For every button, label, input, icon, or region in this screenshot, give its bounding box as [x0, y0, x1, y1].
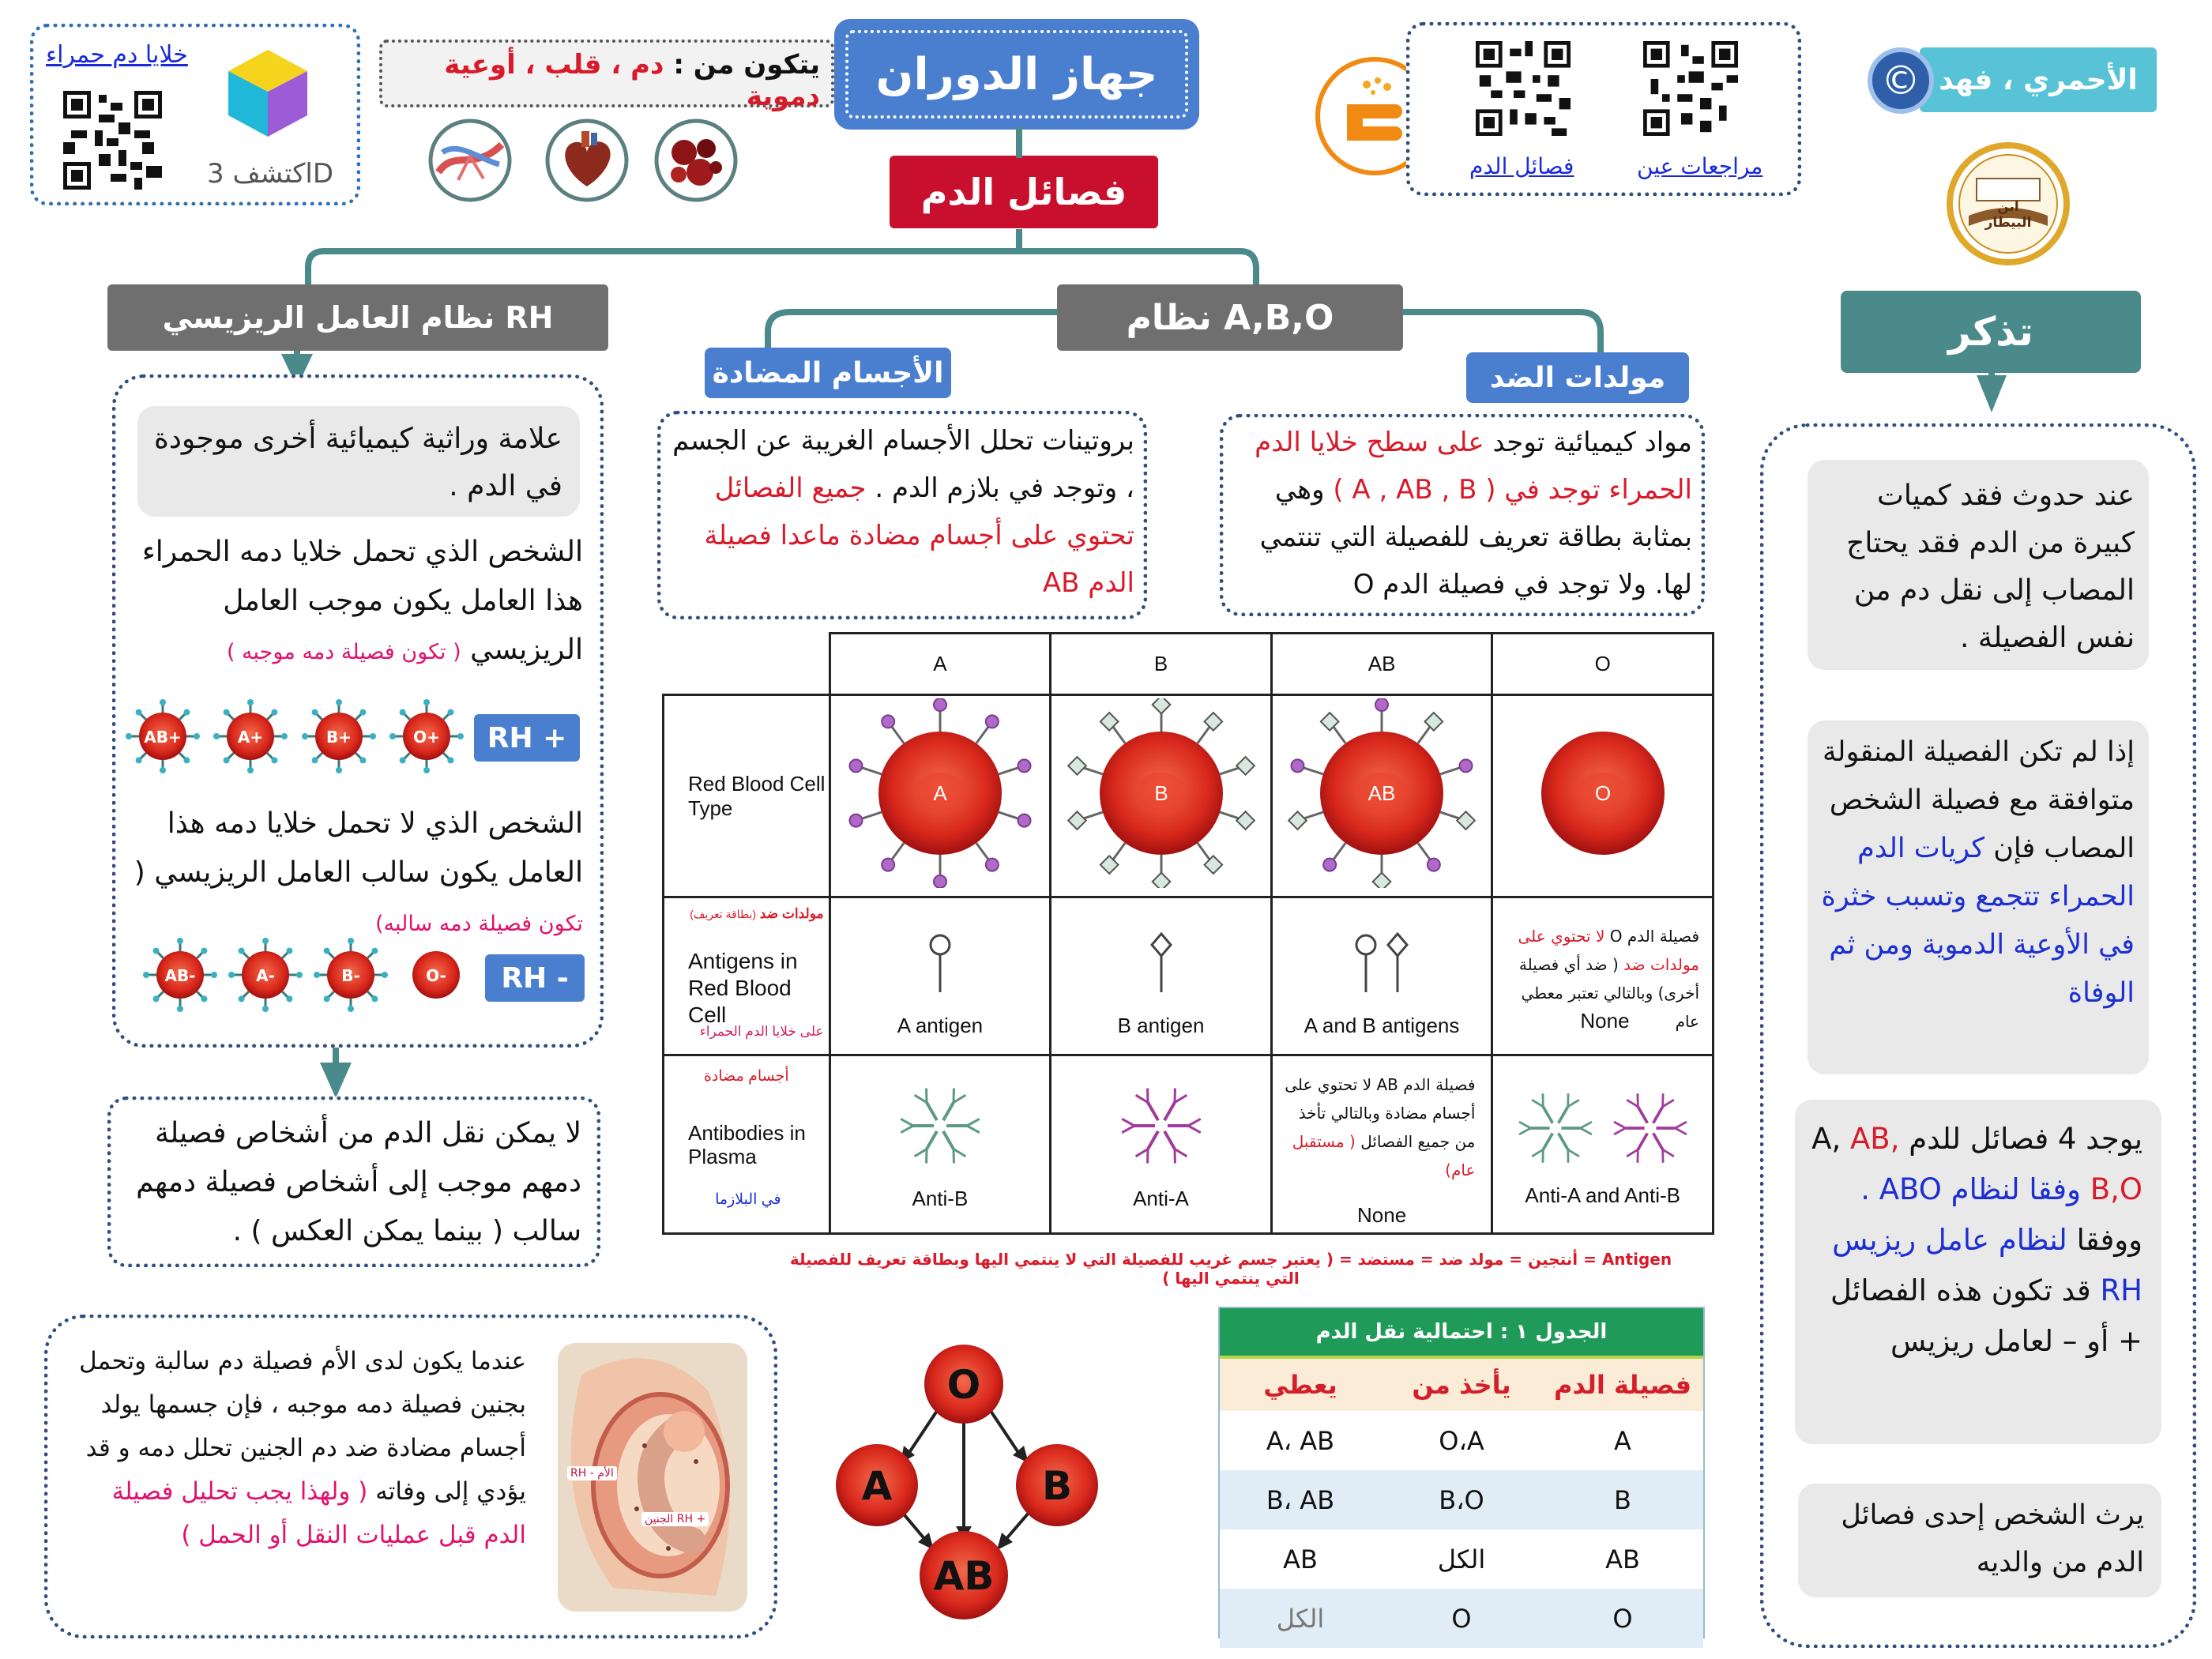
rh-cell-abneg — [142, 937, 218, 1013]
rh-system-header — [107, 284, 608, 351]
row3-ar-top: أجسام مضادة — [703, 1068, 789, 1085]
rh-positive-text — [123, 528, 583, 677]
rh-cell-oneg — [398, 937, 474, 1013]
svg-text:B: B — [1153, 781, 1168, 805]
rbc-b-icon — [1059, 698, 1264, 888]
cell: A، AB — [1266, 1425, 1335, 1456]
ab-antigen-icon — [1346, 931, 1417, 994]
remember-3-abo: وفقا لنظام ABO . — [1860, 1172, 2081, 1206]
svg-text:O: O — [946, 1362, 981, 1408]
remember-1-text: عند حدوث فقد كميات كبيرة من الدم فقد يحتاج المصاب إلى نقل دم من نفس الفصيلة . — [1846, 480, 2135, 654]
node-b — [1016, 1444, 1098, 1526]
abo-table — [662, 632, 1714, 1235]
table-header-o: O — [1492, 634, 1714, 695]
svg-text:B-: B- — [341, 966, 360, 985]
antigens-text-1: مواد كيميائية توجد — [1492, 427, 1692, 458]
cell: الكل — [1276, 1603, 1325, 1634]
rh-negative-text — [123, 799, 583, 949]
svg-text:O: O — [1594, 781, 1611, 805]
section-title-text: فصائل الدم — [920, 171, 1127, 213]
antibody-cell-o — [1492, 1055, 1714, 1234]
antigen-cell-o — [1492, 897, 1714, 1055]
remember-3-end: قد تكون هذه الفصائل + أو – لعامل ريزيس — [1830, 1273, 2142, 1358]
row2-ar-top-text: مولدات ضد — [759, 906, 824, 921]
transfusion-row-ab — [1220, 1529, 1703, 1589]
rbc-link[interactable]: خلايا دم حمراء — [46, 41, 188, 69]
svg-text:AB: AB — [1367, 781, 1396, 805]
anti-a-label: Anti-A — [1133, 1186, 1189, 1210]
anti-b-icon — [889, 1078, 991, 1173]
remember-header — [1841, 291, 2141, 373]
col-takes-from: يأخذ من — [1412, 1370, 1511, 1400]
antigen-cell-ab — [1271, 897, 1492, 1055]
svg-text:A: A — [861, 1463, 893, 1509]
o-note-1: فصيلة الدم O — [1609, 926, 1699, 946]
cell: O،A — [1439, 1425, 1484, 1456]
cell: O — [1612, 1603, 1633, 1634]
cell: AB — [1283, 1544, 1318, 1574]
rh-negative-badge — [485, 954, 585, 1002]
rh-positive-badge — [474, 714, 580, 762]
antigen-footnote: Antigen = أنتجين = مولد ضد = مستضد = ( يعتبر جسم غريب للفصيلة التي لا ينتمي اليها وبطاقة تعريف للفصيلة التي ينتمي اليها ) — [789, 1250, 1672, 1288]
row2-ar-bottom: على خلايا الدم الحمراء — [699, 1024, 824, 1039]
transfusion-row-a — [1220, 1411, 1703, 1470]
node-o — [924, 1345, 1003, 1424]
rh-cell-apos — [213, 698, 288, 774]
transfusion-header-row — [1220, 1359, 1703, 1411]
svg-text:AB-: AB- — [164, 966, 196, 985]
remember-title: تذكر — [1948, 309, 2033, 355]
qr-link-blood-types[interactable]: فصائل الدم — [1469, 153, 1574, 179]
rh-positive-note: ( تكون فصيلة دمه موجبه ) — [226, 640, 461, 664]
row2-ar-top — [690, 906, 823, 922]
remember-2-text: إذا لم تكن الفصيلة المنقولة متوافقة مع فصيلة الشخص المصاب فإن — [1823, 736, 2135, 864]
anti-b-label: Anti-B — [912, 1186, 969, 1210]
cell: B — [1614, 1484, 1631, 1515]
rh-negative-desc: الشخص الذي لا تحمل خلايا دمه هذا العامل يكون سالب العامل الريزيسي ( — [134, 807, 583, 889]
composition-items: دم ، قلب ، أوعية دموية — [444, 49, 820, 112]
rh-positive-desc: الشخص الذي تحمل خلايا دمه الحمراء هذا العامل يكون موجب العامل الريزيسي — [141, 536, 583, 666]
anti-a-icon-o — [1603, 1081, 1698, 1176]
antigens-text — [1232, 419, 1692, 608]
composition-label: يتكون من : — [673, 49, 820, 81]
transfusion-title-text: الجدول ١ : احتمالية نقل الدم — [1315, 1320, 1608, 1344]
rh-cell-bneg — [313, 937, 389, 1013]
antibodies-text — [672, 417, 1134, 607]
cell: A — [1614, 1425, 1631, 1456]
svg-text:O+: O+ — [413, 728, 440, 747]
node-ab — [920, 1531, 1008, 1620]
antibodies-text-1: بروتينات تحلل الأجسام الغريبة عن الجسم ، وتوجد في بلازم الدم . — [672, 425, 1134, 504]
row2-label-text: Antigens in Red Blood Cell — [688, 948, 798, 1027]
discover-3d-label: اكتشف 3D — [207, 158, 334, 190]
pregnancy-desc: عندما يكون لدى الأم فصيلة دم سالبة وتحمل بجنين فصيلة دمه موجبه ، فإن جسمها يولد أجسام مضادة ضد دم الجنين تحلل دمه و قد يؤدي إلى وفاته — [79, 1347, 526, 1506]
row3-label-text: Antibodies in Plasma — [688, 1120, 806, 1168]
antigen-cell-a — [830, 897, 1051, 1055]
row-label-antibodies — [664, 1055, 830, 1234]
rh-negative-label: RH - — [501, 961, 569, 995]
anti-b-icon-o — [1508, 1081, 1603, 1176]
antigens-header — [1466, 352, 1689, 403]
remember-3-text: يوجد 4 فصائل للدم A, — [1811, 1122, 2142, 1156]
b-antigen-label: B antigen — [1117, 1013, 1205, 1037]
rbc-o-icon — [1500, 698, 1706, 888]
rh-positive-cells — [125, 698, 465, 777]
anti-ab-label: Anti-A and Anti-B — [1525, 1183, 1680, 1207]
col-blood-type: فصيلة الدم — [1553, 1370, 1692, 1400]
row-label-rbc: Red Blood Cell Type — [664, 695, 830, 897]
svg-text:AB: AB — [933, 1553, 995, 1599]
svg-text:A: A — [933, 781, 947, 805]
o-antigen-label: None — [1580, 1009, 1630, 1033]
row2-ar-top-small: (بطاقة تعريف) — [690, 908, 757, 920]
a-antigen-icon — [924, 931, 956, 994]
ab-antibody-note — [1273, 1056, 1492, 1184]
node-a — [836, 1444, 918, 1526]
rh-positive-label: RH + — [487, 721, 567, 754]
col-gives: يعطي — [1263, 1370, 1337, 1400]
rbc-ab-icon — [1279, 698, 1484, 888]
svg-text:B+: B+ — [325, 728, 352, 747]
rbc-cell-b — [1051, 695, 1272, 897]
pregnancy-note: ( ولهذا يجب تحليل فصيلة الدم قبل عمليات النقل أو الحمل ) — [111, 1477, 526, 1549]
remember-4-text: يرث الشخص إحدى فصائل الدم من والديه — [1841, 1499, 2144, 1578]
rh-cell-bpos — [301, 698, 377, 774]
remember-item-4 — [1798, 1484, 2161, 1597]
table-header-a: A — [830, 634, 1051, 695]
remember-3-and: ووفقا — [2076, 1223, 2142, 1257]
b-antigen-icon — [1146, 931, 1177, 994]
antigens-text-2: وهي بمثابة بطاقة تعريف للفصيلة التي تنتمي لها. ولا توجد في فصيلة الدم O — [1259, 474, 1692, 600]
antibodies-header — [705, 348, 951, 398]
remember-item-2 — [1808, 720, 2149, 1074]
rbc-cell-ab — [1271, 695, 1492, 897]
abo-system-title: نظام A,B,O — [1126, 297, 1334, 338]
rh-intro-box — [137, 406, 580, 517]
remember-2-blue: كريات الدم الحمراء تتجمع وتسبب خثرة في الأوعية الدموية ومن ثم الوفاة — [1821, 833, 2135, 1009]
anti-a-icon — [1110, 1078, 1213, 1173]
antigens-title: مولدات الضد — [1489, 361, 1666, 394]
antibody-cell-a — [830, 1055, 1051, 1234]
rh-system-title: نظام العامل الريزيسي RH — [162, 300, 554, 335]
cell: B، AB — [1266, 1484, 1335, 1515]
remember-3-rh: لنظام عامل ريزيس RH — [1832, 1223, 2142, 1307]
qr-link-reviews[interactable]: مراجعات عين — [1637, 153, 1763, 179]
mother-label: RH - الأم — [567, 1466, 617, 1480]
cell: AB — [1605, 1544, 1640, 1574]
rh-negative-cells — [142, 937, 474, 1016]
rh-intro-text: علامة وراثية كيميائية أخرى موجودة في الدم . — [153, 423, 562, 502]
authors-text: الأحمري ، فهد — [1939, 63, 2138, 96]
ab-note-3: ( مستقبل عام) — [1292, 1132, 1476, 1179]
ab-note-2: لا تحتوي على أجسام مضادة وبالتالي تأخذ من جميع الفصائل — [1285, 1075, 1476, 1151]
transfusion-title — [1220, 1308, 1703, 1359]
cell: B،O — [1439, 1484, 1484, 1515]
remember-3-red: AB, B,O — [1850, 1122, 2142, 1206]
remember-item-1 — [1808, 460, 2149, 670]
abo-system-header — [1057, 284, 1403, 351]
antigen-cell-b — [1051, 897, 1272, 1055]
antibody-cell-ab — [1271, 1055, 1492, 1234]
ab-antigen-label: A and B antigens — [1304, 1013, 1460, 1037]
svg-text:A+: A+ — [238, 728, 264, 747]
donation-diagram — [822, 1343, 1122, 1627]
rh-transfer-text: لا يمكن نقل الدم من أشخاص فصيلة دمهم موجب إلى أشخاص فصيلة دمهم سالب ( بينما يمكن العكس ) . — [136, 1117, 581, 1247]
ab-antibody-label: None — [1357, 1203, 1407, 1227]
table-header-ab: AB — [1271, 634, 1492, 695]
row-label-antigens — [664, 897, 830, 1055]
rh-cell-abpos — [125, 698, 201, 774]
rh-cell-aneg — [228, 937, 303, 1013]
svg-text:A-: A- — [256, 966, 275, 985]
transfusion-row-o — [1220, 1589, 1703, 1648]
remember-item-3 — [1795, 1100, 2161, 1444]
table-header-b: B — [1051, 634, 1272, 695]
transfusion-table — [1218, 1307, 1705, 1638]
copyright-symbol: © — [1881, 58, 1920, 103]
cell: O — [1451, 1603, 1472, 1634]
antigens-text-red: على سطح خلايا الدم الحمراء توجد في ( A , AB , B ) — [1255, 427, 1692, 506]
school-logo-text: ابن البيطار — [1984, 199, 2032, 231]
antibody-cell-b — [1051, 1055, 1272, 1234]
rbc-cell-a — [830, 695, 1051, 897]
cell: الكل — [1437, 1544, 1486, 1574]
ab-note-1: فصيلة الدم AB — [1376, 1075, 1476, 1094]
svg-text:O-: O- — [426, 966, 446, 985]
rbc-cell-o — [1492, 695, 1714, 897]
antibodies-text-red: جميع الفصائل تحتوي على أجسام مضادة ماعدا فصيلة الدم AB — [704, 472, 1134, 599]
page-title: جهاز الدوران — [875, 48, 1158, 100]
antibodies-title: الأجسام المضادة — [712, 356, 944, 389]
o-note-2: لا تحتوي على مولدات ضد — [1518, 926, 1699, 974]
o-note-3: ( ضد أي فصيلة أخرى) وبالتالي تعتبر معطي عام — [1518, 954, 1699, 1031]
fetus-label: الجنين RH + — [641, 1512, 709, 1526]
pregnancy-image — [558, 1343, 747, 1612]
pregnancy-text — [76, 1340, 526, 1557]
transfusion-row-b — [1220, 1470, 1703, 1529]
svg-text:AB+: AB+ — [144, 728, 182, 747]
rbc-a-icon — [837, 698, 1043, 888]
row3-ar-bottom: في البلازما — [715, 1191, 781, 1208]
svg-text:B: B — [1041, 1463, 1073, 1509]
rh-cell-opos — [389, 698, 465, 774]
rh-negative-note: تكون فصيلة دمه سالبه) — [374, 912, 583, 936]
a-antigen-label: A antigen — [897, 1013, 984, 1037]
